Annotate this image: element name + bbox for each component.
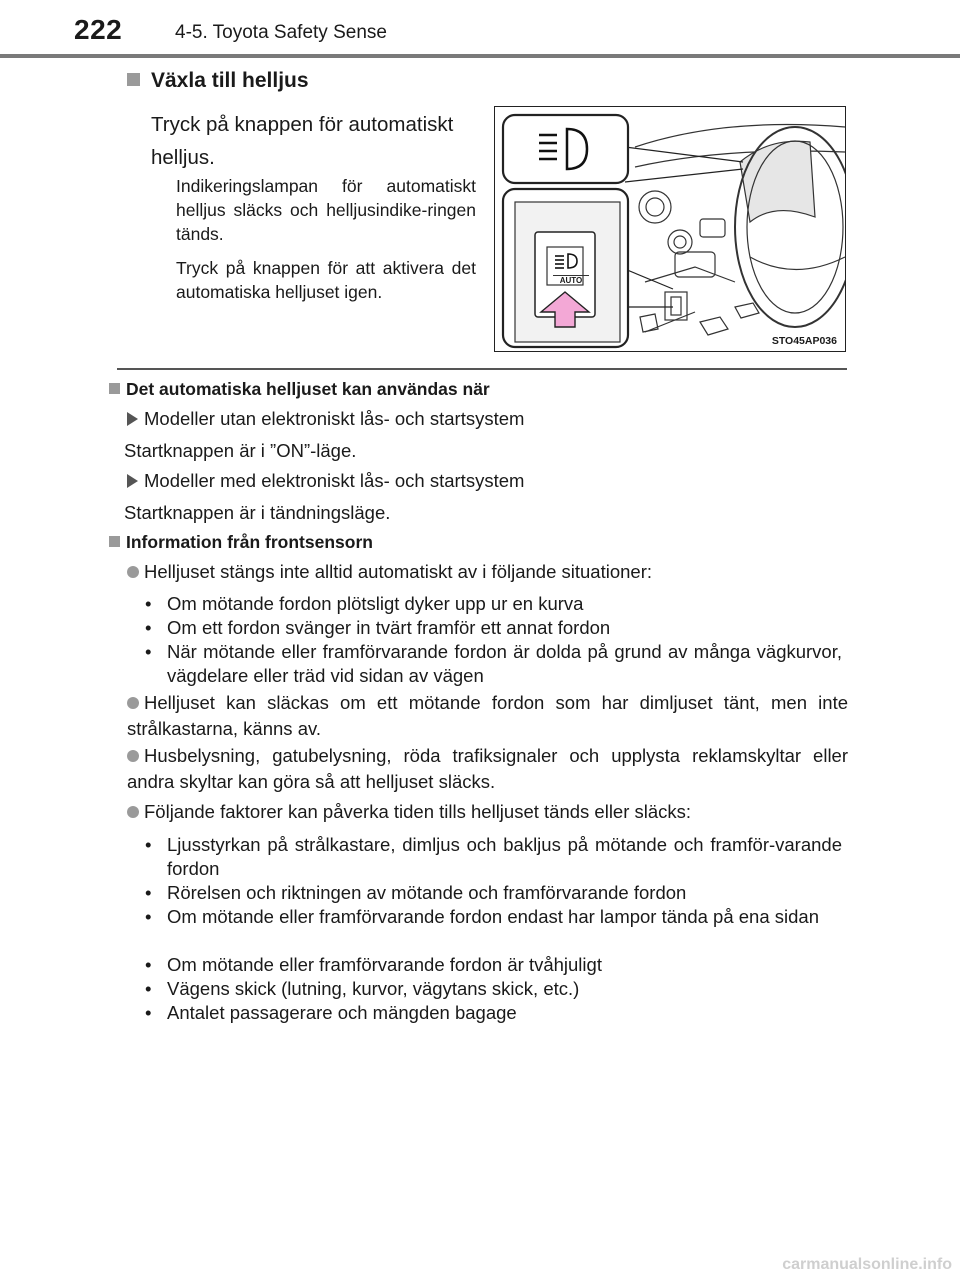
info-item-4-text: Följande faktorer kan påverka tiden tills helljuset tänds eller släcks: [144, 801, 692, 822]
note-indicator: Indikeringslampan för automatiskt helljus släcks och helljusindike-ringen tänds. [176, 176, 476, 244]
figure-code: STO45AP036 [771, 335, 837, 347]
info-heading-text: Information från frontsensorn [126, 532, 373, 552]
header-rule [0, 54, 960, 58]
bullet-text: Om mötande eller framförvarande fordon är tvåhjuligt [167, 954, 602, 975]
section-title: 4-5. Toyota Safety Sense [175, 22, 387, 43]
info-item-2-text: Helljuset kan släckas om ett mötande fordon som har dimljuset tänt, men inte strålkastarna, känns av. [127, 692, 848, 739]
dashboard-illustration [494, 106, 846, 352]
bullet-text: När mötande eller framförvarande fordon är dolda på grund av många vägkurvor, vägdelare eller träd vid sidan av vägen [167, 641, 842, 686]
dashboard-drawing [495, 107, 846, 352]
info-item-1-bullet-2: • Om ett fordon svänger in tvärt framför ett annat fordon [145, 616, 842, 640]
info-item-1-text: Helljuset stängs inte alltid automatiskt av i följande situationer: [144, 561, 652, 582]
bullet-text: Ljusstyrkan på strålkastare, dimljus och bakljus på mötande och framför-varande fordon [167, 834, 842, 879]
info-item-4-bullet-5: • Vägens skick (lutning, kurvor, vägytans skick, etc.) [145, 977, 842, 1001]
watermark: carmanualsonline.info [782, 1256, 952, 1273]
info-item-1-bullet-1: • Om mötande fordon plötsligt dyker upp ur en kurva [145, 592, 842, 616]
model-a-line [127, 408, 524, 430]
circle-bullet-icon [127, 750, 139, 762]
model-b-label: Modeller med elektroniskt lås- och startsystem [144, 470, 525, 491]
circle-bullet-icon [127, 806, 139, 818]
page-header [0, 0, 960, 58]
info-item-2 [127, 690, 848, 742]
page-number: 222 [74, 14, 123, 45]
info-item-4-bullet-3: • Om mötande eller framförvarande fordon endast har lampor tända på ena sidan [145, 905, 842, 929]
model-a-text: Startknappen är i ”ON”-läge. [124, 440, 357, 461]
info-item-3 [127, 743, 848, 795]
intro-text: Tryck på knappen för automatiskt helljus. [151, 113, 454, 169]
info-item-4-bullet-2: • Rörelsen och riktningen av mötande och framförvarande fordon [145, 881, 842, 905]
note-reactivate: Tryck på knappen för att aktivera det automatiska helljuset igen. [176, 258, 476, 302]
bullet-text: Antalet passagerare och mängden bagage [167, 1002, 517, 1023]
usage-heading-text: Det automatiska helljuset kan användas när [126, 379, 490, 399]
bullet-text: Om mötande eller framförvarande fordon endast har lampor tända på ena sidan [167, 906, 819, 927]
square-bullet-icon [109, 383, 120, 394]
triangle-right-icon [127, 474, 138, 488]
info-item-4-bullet-1: • Ljusstyrkan på strålkastare, dimljus och bakljus på mötande och framför-varande fordon [145, 834, 842, 879]
circle-bullet-icon [127, 697, 139, 709]
info-item-3-text: Husbelysning, gatubelysning, röda trafiksignaler och upplysta reklamskyltar eller andra skyltar kan göra så att helljuset släcks. [127, 745, 848, 792]
circle-bullet-icon [127, 566, 139, 578]
bullet-text: Om mötande fordon plötsligt dyker upp ur en kurva [167, 593, 584, 614]
bullet-text: Om ett fordon svänger in tvärt framför ett annat fordon [167, 617, 611, 638]
square-bullet-icon [127, 73, 140, 86]
usage-heading [109, 379, 490, 400]
triangle-right-icon [127, 412, 138, 426]
model-a-label: Modeller utan elektroniskt lås- och startsystem [144, 408, 525, 429]
bullet-text: Vägens skick (lutning, kurvor, vägytans skick, etc.) [167, 978, 580, 999]
model-b-text: Startknappen är i tändningsläge. [124, 502, 391, 523]
section-divider [117, 368, 847, 370]
info-item-4 [127, 799, 848, 825]
info-item-1 [127, 559, 848, 585]
info-item-4-bullet-6: • Antalet passagerare och mängden bagage [145, 1001, 842, 1025]
main-heading [127, 69, 309, 93]
main-heading-text: Växla till helljus [151, 69, 309, 92]
auto-button-label: AUTO [553, 275, 589, 285]
model-b-line [127, 470, 524, 492]
bullet-text: Rörelsen och riktningen av mötande och framförvarande fordon [167, 882, 687, 903]
info-item-1-bullet-3: • När mötande eller framförvarande fordon är dolda på grund av många vägkurvor, vägdelare eller träd vid sidan av vägen [145, 641, 842, 686]
square-bullet-icon [109, 536, 120, 547]
info-heading [109, 532, 373, 553]
info-item-4-bullet-4: • Om mötande eller framförvarande fordon är tvåhjuligt [145, 953, 842, 977]
